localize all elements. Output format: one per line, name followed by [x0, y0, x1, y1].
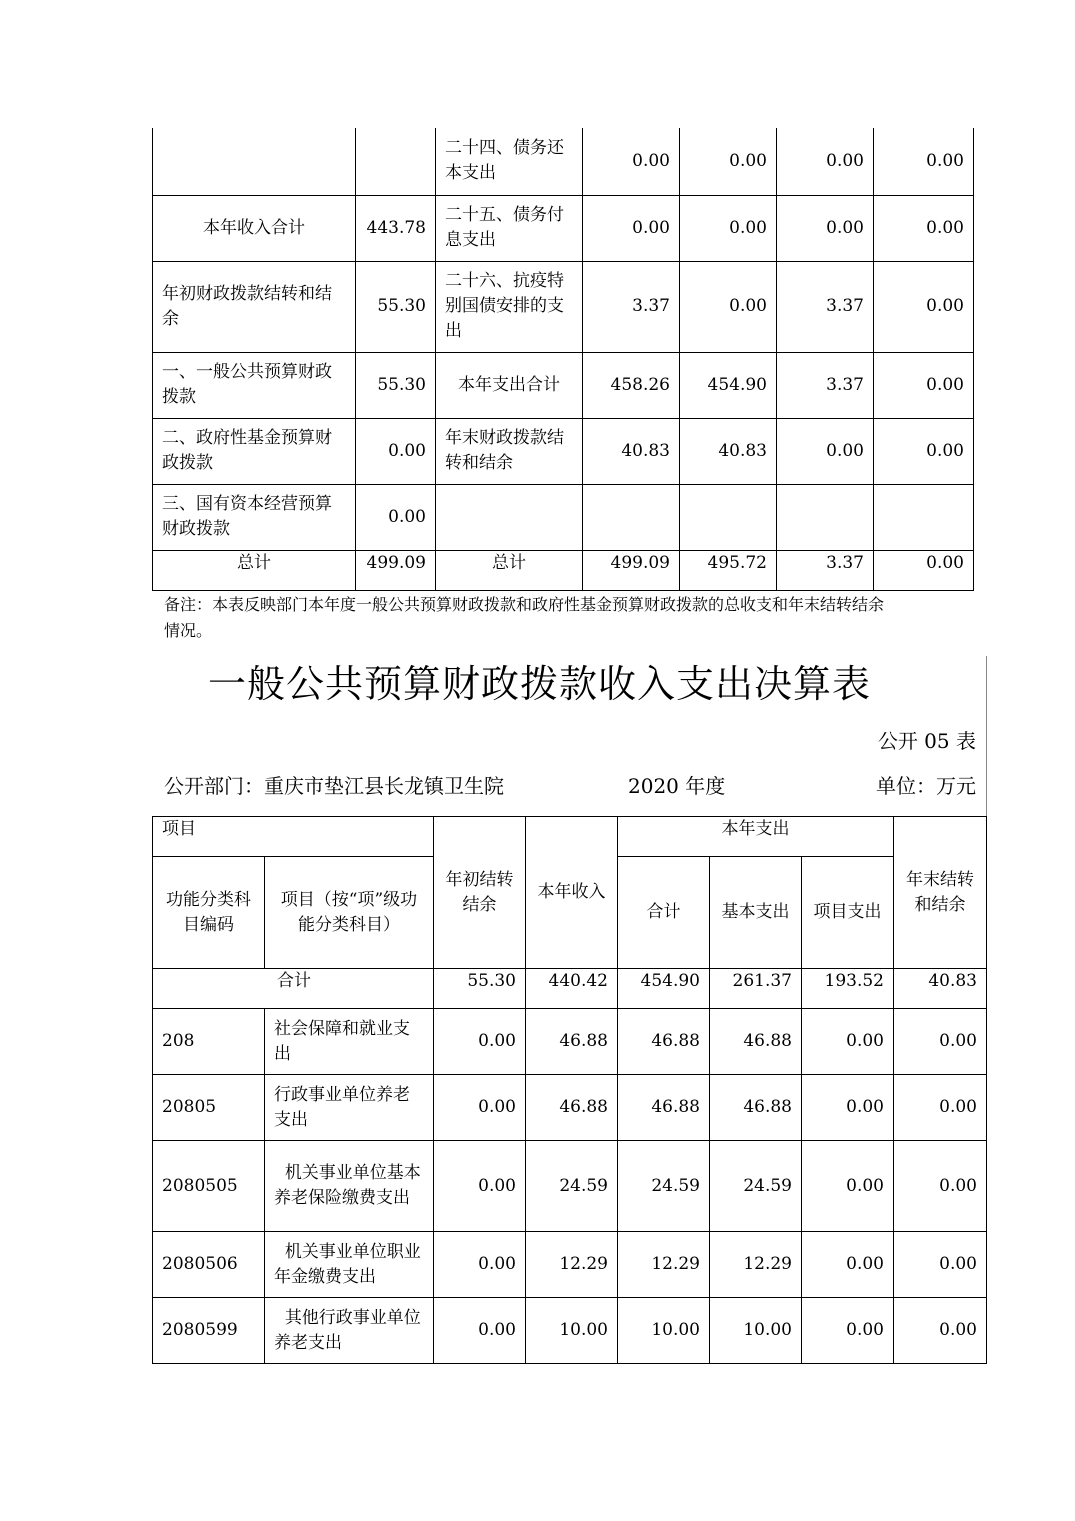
table-total-row: 合计 55.30 440.42 454.90 261.37 193.52 40.83 [153, 969, 987, 1009]
table-row: 2080505 机关事业单位基本养老保险缴费支出 0.00 24.59 24.59 24.59 0.00 0.00 [153, 1141, 987, 1232]
fiscal-year: 2020 年度 [628, 774, 726, 798]
unit-label: 单位：万元 [876, 774, 976, 798]
income-expense-summary-table [152, 128, 974, 591]
table-note: 备注：本表反映部门本年度一般公共预算财政拨款和政府性基金预算财政拨款的总收支和年末结转结余情况。 [164, 595, 885, 640]
table-row: 20805 行政事业单位养老支出 0.00 46.88 46.88 46.88 0.00 0.00 [153, 1075, 987, 1141]
table-row: 二、政府性基金预算财政拨款 0.00 年末财政拨款结转和结余 40.83 40.83 0.00 0.00 [153, 418, 974, 484]
table-row: 208 社会保障和就业支出 0.00 46.88 46.88 46.88 0.00 0.00 [153, 1009, 987, 1075]
table-row: 三、国有资本经营预算财政拨款 0.00 [153, 484, 974, 550]
table-row: 年初财政拨款结转和结余 55.30 二十六、抗疫特别国债安排的支出 3.37 0.00 3.37 0.00 [153, 261, 974, 352]
department-label: 公开部门：重庆市垫江县长龙镇卫生院 [164, 774, 504, 798]
table-row: 二十四、债务还本支出 0.00 0.00 0.00 0.00 [153, 128, 974, 195]
table-number: 公开 05 表 [877, 729, 976, 753]
table-header-row: 功能分类科目编码 项目（按“项”级功能分类科目） 合计 基本支出 项目支出 [153, 857, 987, 969]
table-row: 本年收入合计 443.78 二十五、债务付息支出 0.00 0.00 0.00 0.00 [153, 195, 974, 261]
table-total-row: 总计 499.09 总计 499.09 495.72 3.37 0.00 [153, 550, 974, 590]
table-row: 一、一般公共预算财政拨款 55.30 本年支出合计 458.26 454.90 3.37 0.00 [153, 352, 974, 418]
table-header-row: 项目 年初结转结余 本年收入 本年支出 年末结转和结余 [153, 817, 987, 857]
general-budget-table [152, 816, 987, 1364]
page-edge-line [986, 656, 987, 816]
table-row: 2080506 机关事业单位职业年金缴费支出 0.00 12.29 12.29 12.29 0.00 0.00 [153, 1232, 987, 1298]
table-row: 2080599 其他行政事业单位养老支出 0.00 10.00 10.00 10.00 0.00 0.00 [153, 1298, 987, 1364]
page-title: 一般公共预算财政拨款收入支出决算表 [207, 662, 871, 706]
